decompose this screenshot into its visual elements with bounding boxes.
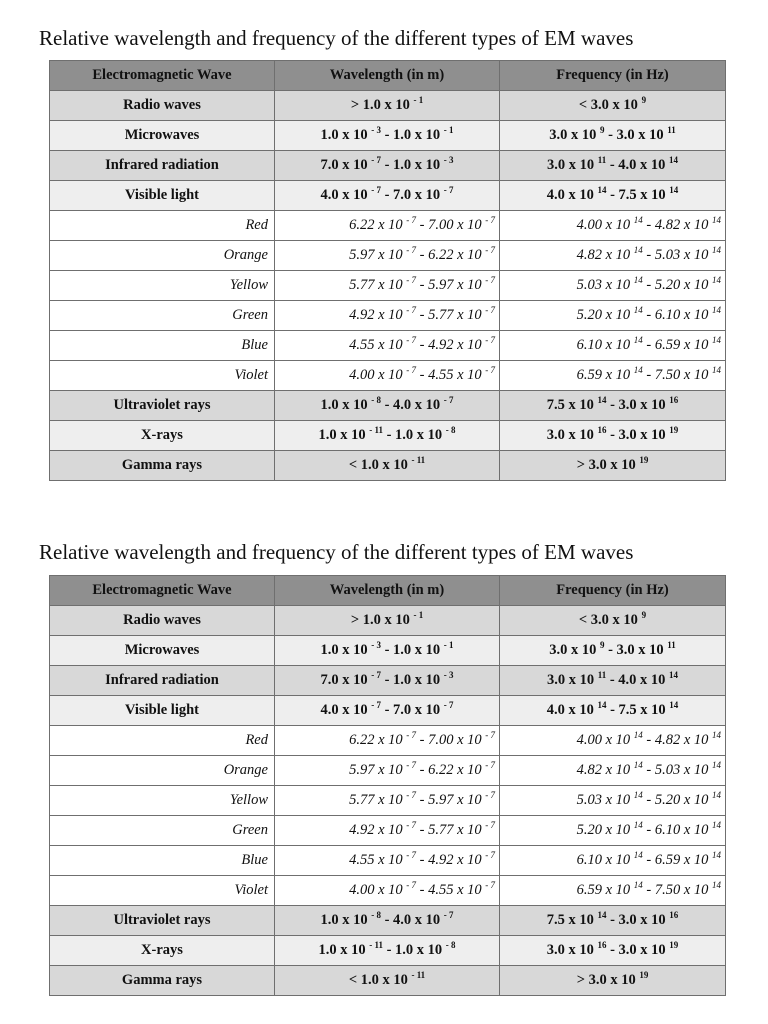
wavelength-cell: 6.22 x 10 $^{- 7}$ - 7.00 x 10 $^{- 7}$: [275, 211, 500, 241]
header-row: [50, 61, 726, 91]
wavelength-cell: 7.0 x 10 $^{- 7}$ - 1.0 x 10 $^{- 3}$: [275, 666, 500, 696]
wavelength-cell: 1.0 x 10 $^{- 11}$ - 1.0 x 10 $^{- 8}$: [275, 936, 500, 966]
frequency-cell: < 3.0 x 10 $^9$: [500, 91, 726, 121]
table-row: [50, 391, 726, 421]
wave-type-cell: Green: [50, 816, 275, 846]
wavelength-cell: 4.0 x 10 $^{- 7}$ - 7.0 x 10 $^{- 7}$: [275, 696, 500, 726]
wave-type-cell: Gamma rays: [50, 451, 275, 481]
wave-type-cell: Violet: [50, 876, 275, 906]
wave-type-cell: Microwaves: [50, 121, 275, 151]
wave-type-cell: Ultraviolet rays: [50, 391, 275, 421]
table-row: [50, 726, 726, 756]
frequency-cell: > 3.0 x 10 $^{19}$: [500, 966, 726, 996]
table-row: [50, 876, 726, 906]
wavelength-cell: 4.92 x 10 $^{- 7}$ - 5.77 x 10 $^{- 7}$: [275, 816, 500, 846]
frequency-cell: 3.0 x 10 $^9$ - 3.0 x 10 $^{11}$: [500, 121, 726, 151]
wave-type-cell: Infrared radiation: [50, 666, 275, 696]
wavelength-cell: 7.0 x 10 $^{- 7}$ - 1.0 x 10 $^{- 3}$: [275, 151, 500, 181]
column-header-frequency: Frequency (in Hz): [500, 61, 726, 91]
wavelength-cell: 1.0 x 10 $^{- 8}$ - 4.0 x 10 $^{- 7}$: [275, 391, 500, 421]
header-row: [50, 576, 726, 606]
em-waves-table: [49, 60, 726, 481]
frequency-cell: 4.82 x 10 $^{14}$ - 5.03 x 10 $^{14}$: [500, 241, 726, 271]
frequency-cell: 7.5 x 10 $^{14}$ - 3.0 x 10 $^{16}$: [500, 391, 726, 421]
wave-type-cell: X-rays: [50, 421, 275, 451]
wave-type-cell: Violet: [50, 361, 275, 391]
wave-type-cell: Orange: [50, 241, 275, 271]
table-row: [50, 666, 726, 696]
frequency-cell: < 3.0 x 10 $^9$: [500, 606, 726, 636]
wavelength-cell: 6.22 x 10 $^{- 7}$ - 7.00 x 10 $^{- 7}$: [275, 726, 500, 756]
frequency-cell: 7.5 x 10 $^{14}$ - 3.0 x 10 $^{16}$: [500, 906, 726, 936]
table-row: [50, 846, 726, 876]
wave-type-cell: Radio waves: [50, 91, 275, 121]
table-row: [50, 151, 726, 181]
wavelength-cell: 1.0 x 10 $^{- 3}$ - 1.0 x 10 $^{- 1}$: [275, 636, 500, 666]
wavelength-cell: > 1.0 x 10 $^{- 1}$: [275, 91, 500, 121]
column-header-frequency: Frequency (in Hz): [500, 576, 726, 606]
wave-type-cell: Radio waves: [50, 606, 275, 636]
frequency-cell: 3.0 x 10 $^{11}$ - 4.0 x 10 $^{14}$: [500, 666, 726, 696]
table-title: Relative wavelength and frequency of the different types of EM waves: [39, 26, 634, 50]
frequency-cell: 3.0 x 10 $^{16}$ - 3.0 x 10 $^{19}$: [500, 421, 726, 451]
frequency-cell: 5.03 x 10 $^{14}$ - 5.20 x 10 $^{14}$: [500, 271, 726, 301]
frequency-cell: 5.20 x 10 $^{14}$ - 6.10 x 10 $^{14}$: [500, 816, 726, 846]
wave-type-cell: Yellow: [50, 271, 275, 301]
wave-type-cell: Gamma rays: [50, 966, 275, 996]
wavelength-cell: 4.0 x 10 $^{- 7}$ - 7.0 x 10 $^{- 7}$: [275, 181, 500, 211]
frequency-cell: 4.82 x 10 $^{14}$ - 5.03 x 10 $^{14}$: [500, 756, 726, 786]
frequency-cell: 3.0 x 10 $^9$ - 3.0 x 10 $^{11}$: [500, 636, 726, 666]
table-row: [50, 696, 726, 726]
table-row: [50, 756, 726, 786]
wave-type-cell: Visible light: [50, 181, 275, 211]
table-row: [50, 271, 726, 301]
table-row: [50, 451, 726, 481]
frequency-cell: 3.0 x 10 $^{11}$ - 4.0 x 10 $^{14}$: [500, 151, 726, 181]
wavelength-cell: < 1.0 x 10 $^{- 11}$: [275, 966, 500, 996]
column-header-wave: Electromagnetic Wave: [50, 576, 275, 606]
wavelength-cell: 1.0 x 10 $^{- 11}$ - 1.0 x 10 $^{- 8}$: [275, 421, 500, 451]
frequency-cell: 4.0 x 10 $^{14}$ - 7.5 x 10 $^{14}$: [500, 181, 726, 211]
table-row: [50, 301, 726, 331]
wave-type-cell: Green: [50, 301, 275, 331]
column-header-wavelength: Wavelength (in m): [275, 576, 500, 606]
frequency-cell: > 3.0 x 10 $^{19}$: [500, 451, 726, 481]
wavelength-cell: 4.55 x 10 $^{- 7}$ - 4.92 x 10 $^{- 7}$: [275, 331, 500, 361]
table-row: [50, 786, 726, 816]
table-row: [50, 241, 726, 271]
frequency-cell: 5.20 x 10 $^{14}$ - 6.10 x 10 $^{14}$: [500, 301, 726, 331]
table-row: [50, 361, 726, 391]
table-row: [50, 606, 726, 636]
wave-type-cell: Red: [50, 726, 275, 756]
wave-type-cell: Red: [50, 211, 275, 241]
table-row: [50, 936, 726, 966]
frequency-cell: 6.59 x 10 $^{14}$ - 7.50 x 10 $^{14}$: [500, 876, 726, 906]
wavelength-cell: 5.77 x 10 $^{- 7}$ - 5.97 x 10 $^{- 7}$: [275, 786, 500, 816]
frequency-cell: 5.03 x 10 $^{14}$ - 5.20 x 10 $^{14}$: [500, 786, 726, 816]
frequency-cell: 4.00 x 10 $^{14}$ - 4.82 x 10 $^{14}$: [500, 726, 726, 756]
table-row: [50, 636, 726, 666]
frequency-cell: 4.0 x 10 $^{14}$ - 7.5 x 10 $^{14}$: [500, 696, 726, 726]
wave-type-cell: Visible light: [50, 696, 275, 726]
table-row: [50, 906, 726, 936]
wavelength-cell: 5.97 x 10 $^{- 7}$ - 6.22 x 10 $^{- 7}$: [275, 756, 500, 786]
column-header-wavelength: Wavelength (in m): [275, 61, 500, 91]
wavelength-cell: 5.97 x 10 $^{- 7}$ - 6.22 x 10 $^{- 7}$: [275, 241, 500, 271]
wave-type-cell: Yellow: [50, 786, 275, 816]
table-row: [50, 966, 726, 996]
wavelength-cell: 1.0 x 10 $^{- 3}$ - 1.0 x 10 $^{- 1}$: [275, 121, 500, 151]
wavelength-cell: > 1.0 x 10 $^{- 1}$: [275, 606, 500, 636]
table-title: Relative wavelength and frequency of the different types of EM waves: [39, 540, 634, 564]
frequency-cell: 6.59 x 10 $^{14}$ - 7.50 x 10 $^{14}$: [500, 361, 726, 391]
table-row: [50, 816, 726, 846]
table-row: [50, 91, 726, 121]
table-row: [50, 331, 726, 361]
table-row: [50, 181, 726, 211]
wavelength-cell: 1.0 x 10 $^{- 8}$ - 4.0 x 10 $^{- 7}$: [275, 906, 500, 936]
table-row: [50, 421, 726, 451]
wavelength-cell: < 1.0 x 10 $^{- 11}$: [275, 451, 500, 481]
wave-type-cell: Infrared radiation: [50, 151, 275, 181]
wave-type-cell: Microwaves: [50, 636, 275, 666]
frequency-cell: 6.10 x 10 $^{14}$ - 6.59 x 10 $^{14}$: [500, 331, 726, 361]
wave-type-cell: Blue: [50, 331, 275, 361]
wavelength-cell: 5.77 x 10 $^{- 7}$ - 5.97 x 10 $^{- 7}$: [275, 271, 500, 301]
frequency-cell: 3.0 x 10 $^{16}$ - 3.0 x 10 $^{19}$: [500, 936, 726, 966]
wavelength-cell: 4.92 x 10 $^{- 7}$ - 5.77 x 10 $^{- 7}$: [275, 301, 500, 331]
wave-type-cell: Blue: [50, 846, 275, 876]
wavelength-cell: 4.00 x 10 $^{- 7}$ - 4.55 x 10 $^{- 7}$: [275, 876, 500, 906]
wave-type-cell: Orange: [50, 756, 275, 786]
frequency-cell: 6.10 x 10 $^{14}$ - 6.59 x 10 $^{14}$: [500, 846, 726, 876]
table-row: [50, 211, 726, 241]
frequency-cell: 4.00 x 10 $^{14}$ - 4.82 x 10 $^{14}$: [500, 211, 726, 241]
table-row: [50, 121, 726, 151]
wavelength-cell: 4.55 x 10 $^{- 7}$ - 4.92 x 10 $^{- 7}$: [275, 846, 500, 876]
column-header-wave: Electromagnetic Wave: [50, 61, 275, 91]
wavelength-cell: 4.00 x 10 $^{- 7}$ - 4.55 x 10 $^{- 7}$: [275, 361, 500, 391]
wave-type-cell: Ultraviolet rays: [50, 906, 275, 936]
em-waves-table: [49, 575, 726, 996]
wave-type-cell: X-rays: [50, 936, 275, 966]
